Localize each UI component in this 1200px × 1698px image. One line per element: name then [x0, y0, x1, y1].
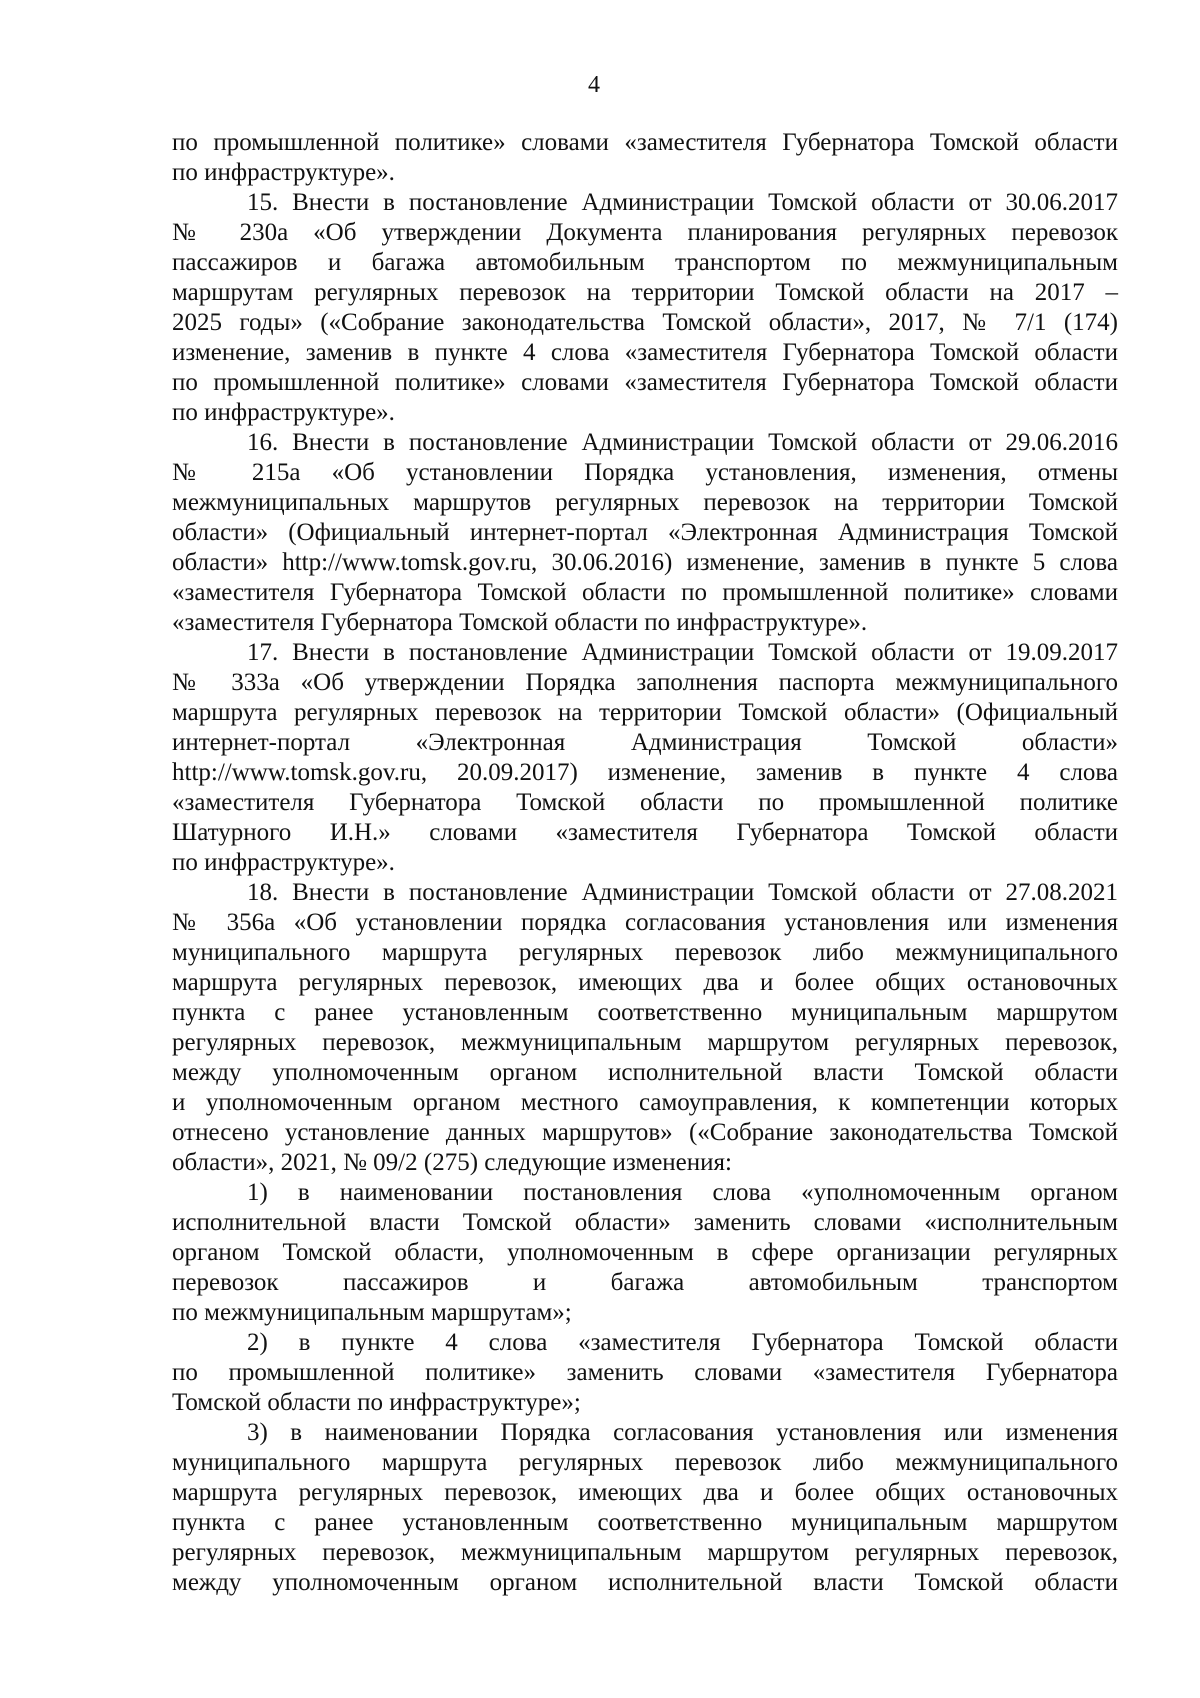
subitem-1-start: 1) в наименовании постановления слова «уполномоченным органом — [247, 1179, 1118, 1206]
text-line: 2025 годы» («Собрание законодательства Томской области», 2017, № 7/1 (174) — [172, 309, 1118, 336]
paragraph-18-start: 18. Внести в постановление Администрации Томской области от 27.08.2021 — [247, 879, 1118, 906]
text-line: № 356а «Об установлении порядка согласования установления или изменения — [172, 909, 1118, 936]
text-line: маршрутам регулярных перевозок на территории Томской области на 2017 – — [172, 279, 1118, 306]
text-line: маршрута регулярных перевозок на территории Томской области» (Официальный — [172, 699, 1118, 726]
text-line: области» (Официальный интернет-портал «Электронная Администрация Томской — [172, 519, 1118, 546]
text-line: по промышленной политике» заменить словами «заместителя Губернатора — [172, 1359, 1118, 1386]
text-line: по промышленной политике» словами «заместителя Губернатора Томской области — [172, 369, 1118, 396]
text-line: http://www.tomsk.gov.ru, 20.09.2017) изменение, заменив в пункте 4 слова — [172, 759, 1118, 786]
text-line: отнесено установление данных маршрутов» («Собрание законодательства Томской — [172, 1119, 1118, 1146]
text-line: маршрута регулярных перевозок, имеющих два и более общих остановочных — [172, 1479, 1118, 1506]
text-line: между уполномоченным органом исполнительной власти Томской области — [172, 1569, 1118, 1596]
paragraph-15-start: 15. Внести в постановление Администрации Томской области от 30.06.2017 — [247, 189, 1118, 216]
text-line: и уполномоченным органом местного самоуправления, к компетенции которых — [172, 1089, 1118, 1116]
text-line: маршрута регулярных перевозок, имеющих два и более общих остановочных — [172, 969, 1118, 996]
text-line: по инфраструктуре». — [172, 399, 395, 426]
paragraph-17-start: 17. Внести в постановление Администрации Томской области от 19.09.2017 — [247, 639, 1118, 666]
text-line: пункта с ранее установленным соответственно муниципальным маршрутом — [172, 999, 1118, 1026]
text-line: интернет-портал «Электронная Администрация Томской области» — [172, 729, 1118, 756]
subitem-2-start: 2) в пункте 4 слова «заместителя Губернатора Томской области — [247, 1329, 1118, 1356]
text-line: муниципального маршрута регулярных перевозок либо межмуниципального — [172, 939, 1118, 966]
text-line: Шатурного И.Н.» словами «заместителя Губернатора Томской области — [172, 819, 1118, 846]
text-line: межмуниципальных маршрутов регулярных перевозок на территории Томской — [172, 489, 1118, 516]
text-line: № 215а «Об установлении Порядка установления, изменения, отмены — [172, 459, 1118, 486]
text-line: по межмуниципальным маршрутам»; — [172, 1299, 572, 1326]
text-line: «заместителя Губернатора Томской области по инфраструктуре». — [172, 609, 868, 636]
text-line: № 333а «Об утверждении Порядка заполнения паспорта межмуниципального — [172, 669, 1118, 696]
document-body — [172, 128, 1118, 1598]
text-line: пассажиров и багажа автомобильным транспортом по межмуниципальным — [172, 249, 1118, 276]
text-line: перевозок пассажиров и багажа автомобильным транспортом — [172, 1269, 1118, 1296]
text-line: муниципального маршрута регулярных перевозок либо межмуниципального — [172, 1449, 1118, 1476]
text-line: «заместителя Губернатора Томской области по промышленной политике — [172, 789, 1118, 816]
text-line: «заместителя Губернатора Томской области по промышленной политике» словами — [172, 579, 1118, 606]
text-line: по промышленной политике» словами «заместителя Губернатора Томской области — [172, 129, 1118, 156]
text-line: исполнительной власти Томской области» заменить словами «исполнительным — [172, 1209, 1118, 1236]
text-line: по инфраструктуре». — [172, 159, 395, 186]
subitem-3-start: 3) в наименовании Порядка согласования установления или изменения — [247, 1419, 1118, 1446]
text-line: Томской области по инфраструктуре»; — [172, 1389, 581, 1416]
text-line: № 230а «Об утверждении Документа планирования регулярных перевозок — [172, 219, 1118, 246]
text-line: регулярных перевозок, межмуниципальным маршрутом регулярных перевозок, — [172, 1539, 1118, 1566]
text-line: области» http://www.tomsk.gov.ru, 30.06.2016) изменение, заменив в пункте 5 слова — [172, 549, 1118, 576]
text-line: регулярных перевозок, межмуниципальным маршрутом регулярных перевозок, — [172, 1029, 1118, 1056]
text-line: изменение, заменив в пункте 4 слова «заместителя Губернатора Томской области — [172, 339, 1118, 366]
text-line: органом Томской области, уполномоченным в сфере организации регулярных — [172, 1239, 1118, 1266]
text-line: пункта с ранее установленным соответственно муниципальным маршрутом — [172, 1509, 1118, 1536]
paragraph-16-start: 16. Внести в постановление Администрации Томской области от 29.06.2016 — [247, 429, 1118, 456]
text-line: по инфраструктуре». — [172, 849, 395, 876]
page-number: 4 — [588, 72, 600, 98]
text-line: области», 2021, № 09/2 (275) следующие изменения: — [172, 1149, 732, 1176]
text-line: между уполномоченным органом исполнительной власти Томской области — [172, 1059, 1118, 1086]
